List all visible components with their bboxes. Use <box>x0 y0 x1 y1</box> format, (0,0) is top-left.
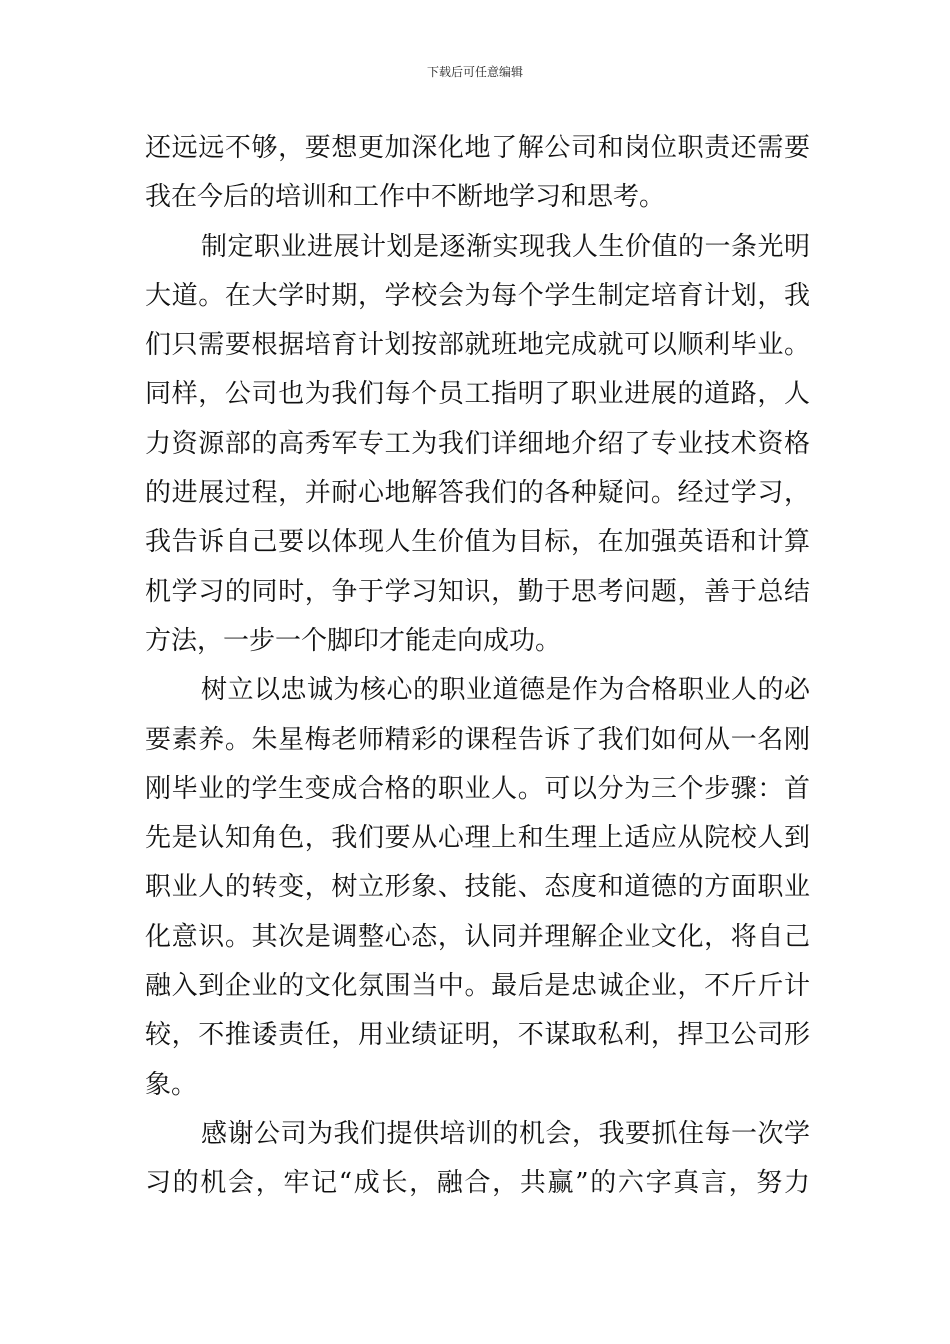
text-line: 要素养。朱星梅老师精彩的课程告诉了我们如何从一名刚 <box>145 724 810 755</box>
paragraph-4 <box>145 1110 810 1209</box>
text-line: 还远远不够，要想更加深化地了解公司和岗位职责还需要 <box>145 133 810 163</box>
text-line: 我在今后的培训和工作中不断地学习和思考。 <box>145 182 666 213</box>
paragraph-1 <box>145 124 810 223</box>
text-line: 制定职业进展计划是逐渐实现我人生价值的一条光明 <box>201 231 810 262</box>
text-line: 职业人的转变，树立形象、技能、态度和道德的方面职业 <box>145 872 810 903</box>
paragraph-3 <box>145 666 810 1110</box>
paragraph-2 <box>145 223 810 667</box>
text-line: 同样，公司也为我们每个员工指明了职业进展的道路，人 <box>145 379 810 410</box>
text-line: 们只需要根据培育计划按部就班地完成就可以顺利毕业。 <box>145 330 810 361</box>
text-line: 较，不推诿责任，用业绩证明，不谋取私利，捍卫公司形 <box>145 1020 810 1051</box>
text-line: 力资源部的高秀军专工为我们详细地介绍了专业技术资格 <box>145 428 810 459</box>
text-line: 机学习的同时，争于学习知识，勤于思考问题，善于总结 <box>145 576 810 607</box>
text-line: 的进展过程，并耐心地解答我们的各种疑问。经过学习， <box>145 478 810 509</box>
text-line: 感谢公司为我们提供培训的机会，我要抓住每一次学 <box>201 1118 810 1149</box>
document-body <box>145 124 810 1209</box>
text-line: 我告诉自己要以体现人生价值为目标，在加强英语和计算 <box>145 527 810 558</box>
text-line: 刚毕业的学生变成合格的职业人。可以分为三个步骤：首 <box>145 773 810 804</box>
text-line: 方法，一步一个脚印才能走向成功。 <box>145 625 562 656</box>
text-line: 先是认知角色，我们要从心理上和生理上适应从院校人到 <box>145 823 810 854</box>
text-line: 化意识。其次是调整心态，认同并理解企业文化，将自己 <box>145 921 810 952</box>
text-line: 大道。在大学时期，学校会为每个学生制定培育计划，我 <box>145 280 810 311</box>
text-line: 习的机会，牢记“成长，融合，共赢”的六字真言，努力 <box>145 1168 810 1199</box>
page-header: 下载后可任意编辑 <box>426 65 523 79</box>
text-line: 象。 <box>145 1069 198 1100</box>
text-line: 树立以忠诚为核心的职业道德是作为合格职业人的必 <box>201 675 810 706</box>
text-line: 融入到企业的文化氛围当中。最后是忠诚企业，不斤斤计 <box>145 971 810 1002</box>
